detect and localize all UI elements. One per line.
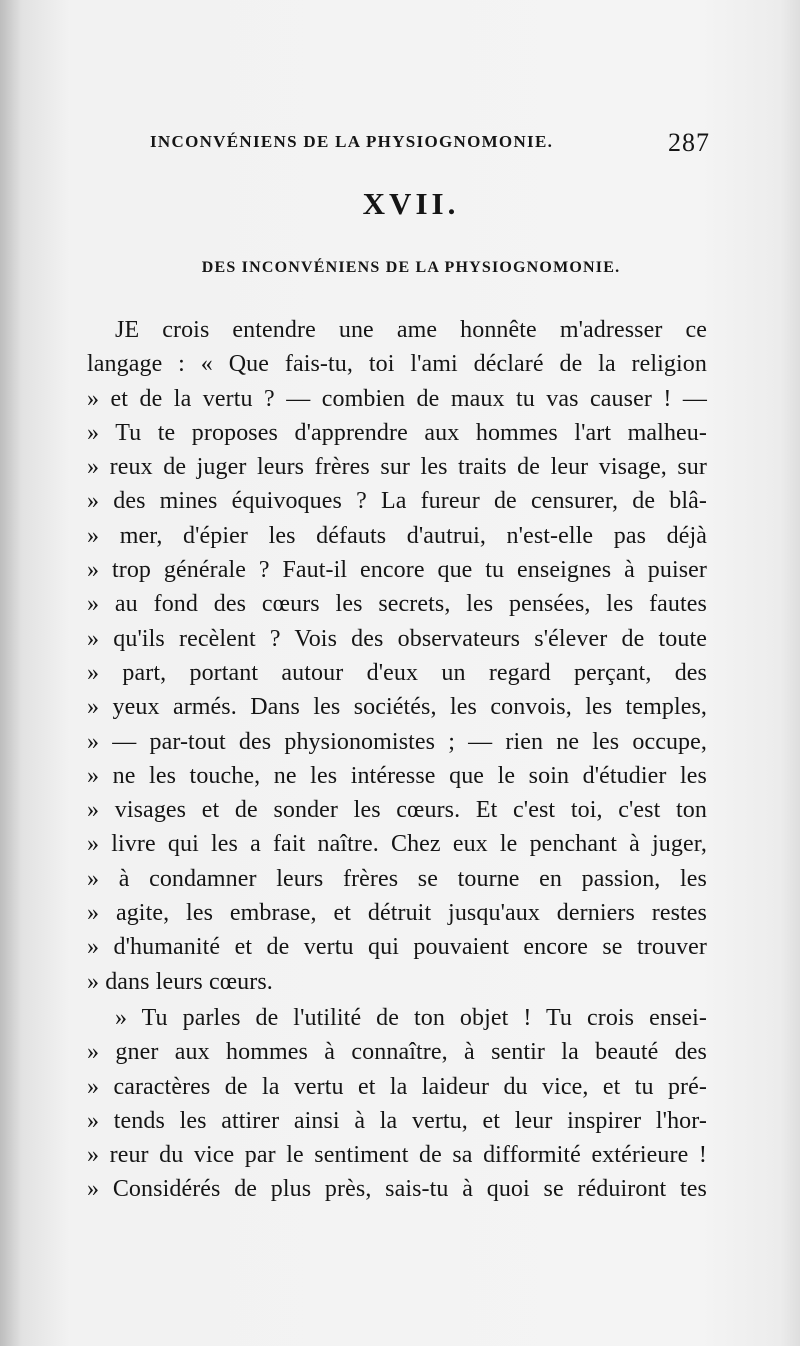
text-line: » d'humanité et de vertu qui pouvaient encore se trouver bbox=[87, 934, 707, 961]
text-line: » et de la vertu ? — combien de maux tu vas causer ! — bbox=[87, 385, 707, 412]
text-line: » Tu te proposes d'apprendre aux hommes l'art malheu- bbox=[87, 419, 707, 446]
text-line: » des mines équivoques ? La fureur de censurer, de blâ- bbox=[87, 488, 707, 515]
text-line: » Considérés de plus près, sais-tu à quoi se réduiront tes bbox=[87, 1176, 707, 1203]
text-line: » livre qui les a fait naître. Chez eux le penchant à juger, bbox=[87, 831, 707, 858]
text-line: » agite, les embrase, et détruit jusqu'aux derniers restes bbox=[87, 900, 707, 927]
text-line: » ne les touche, ne les intéresse que le soin d'étudier les bbox=[87, 762, 707, 789]
body-text bbox=[87, 313, 707, 1207]
page-number: 287 bbox=[668, 128, 710, 157]
text-line: » à condamner leurs frères se tourne en passion, les bbox=[87, 865, 707, 892]
running-title: INCONVÉNIENS DE LA PHYSIOGNOMONIE. bbox=[150, 132, 554, 151]
text-line: » mer, d'épier les défauts d'autrui, n'est-elle pas déjà bbox=[87, 522, 707, 549]
text-line: » — par-tout des physionomistes ; — rien ne les occupe, bbox=[87, 728, 707, 755]
text-line: » yeux armés. Dans les sociétés, les convois, les temples, bbox=[87, 694, 707, 721]
text-line: » caractères de la vertu et la laideur du vice, et tu pré- bbox=[87, 1073, 707, 1100]
text-line: » visages et de sonder les cœurs. Et c'est toi, c'est ton bbox=[87, 797, 707, 824]
running-head bbox=[150, 128, 710, 158]
chapter-title: DES INCONVÉNIENS DE LA PHYSIOGNOMONIE. bbox=[201, 259, 621, 276]
text-line: langage : « Que fais-tu, toi l'ami déclaré de la religion bbox=[87, 351, 707, 378]
text-line: » tends les attirer ainsi à la vertu, et leur inspirer l'hor- bbox=[87, 1107, 707, 1134]
paragraph-2 bbox=[87, 1001, 707, 1207]
text-line: » trop générale ? Faut-il encore que tu enseignes à puiser bbox=[87, 557, 707, 584]
text-line: » dans leurs cœurs. bbox=[87, 968, 273, 995]
text-line: » Tu parles de l'utilité de ton objet ! Tu crois ensei- bbox=[115, 1004, 707, 1031]
paragraph-1 bbox=[87, 313, 707, 999]
text-line: » gner aux hommes à connaître, à sentir la beauté des bbox=[87, 1039, 707, 1066]
text-line: JE crois entendre une ame honnête m'adresser ce bbox=[115, 317, 707, 343]
text-line: » qu'ils recèlent ? Vois des observateurs s'élever de toute bbox=[87, 625, 707, 652]
chapter-number: XVII. bbox=[362, 186, 460, 221]
text-line: » reux de juger leurs frères sur les traits de leur visage, sur bbox=[87, 454, 707, 481]
text-line: » part, portant autour d'eux un regard perçant, des bbox=[87, 659, 707, 686]
text-line: » au fond des cœurs les secrets, les pensées, les fautes bbox=[87, 591, 707, 618]
text-line: » reur du vice par le sentiment de sa difformité extérieure ! bbox=[87, 1142, 707, 1169]
